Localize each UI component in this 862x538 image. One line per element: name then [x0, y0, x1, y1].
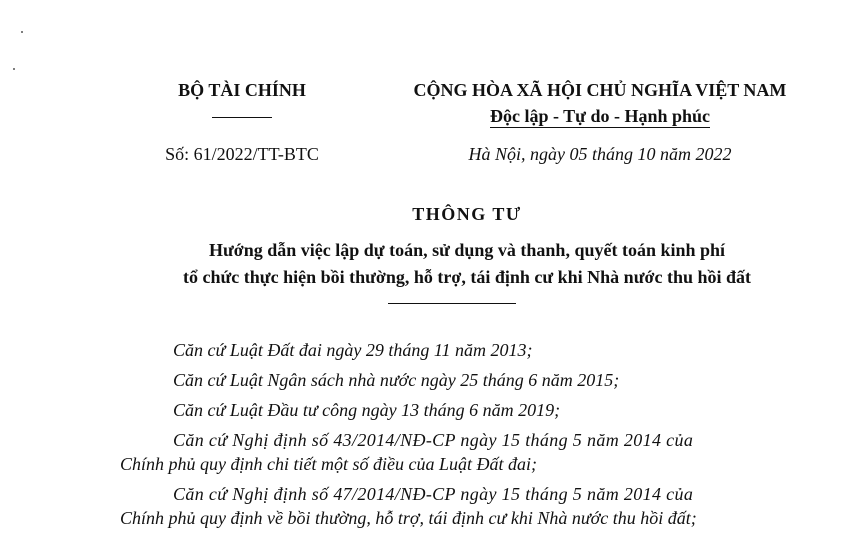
legal-basis-budget-law: Căn cứ Luật Ngân sách nhà nước ngày 25 tháng 6 năm 2015;: [173, 370, 620, 390]
ministry-underline: [212, 117, 272, 118]
legal-basis-investment-law: Căn cứ Luật Đầu tư công ngày 13 tháng 6 năm 2019;: [173, 400, 561, 420]
issuing-ministry: BỘ TÀI CHÍNH: [178, 80, 306, 100]
national-motto: [380, 106, 820, 127]
subject-line-1: Hướng dẫn việc lập dự toán, sử dụng và thanh, quyết toán kinh phí: [208, 240, 726, 260]
legal-basis-decree-47-line-2: Chính phủ quy định về bồi thường, hỗ trợ, tái định cư khi Nhà nước thu hồi đất;: [120, 508, 697, 528]
scan-speck: [21, 31, 23, 33]
legal-basis-decree-43-line-1: Căn cứ Nghị định số 43/2014/NĐ-CP ngày 15 tháng 5 năm 2014 của: [173, 430, 694, 450]
legal-basis-decree-47-line-1: Căn cứ Nghị định số 47/2014/NĐ-CP ngày 15 tháng 5 năm 2014 của: [173, 484, 694, 504]
document-type: THÔNG TƯ: [412, 204, 522, 224]
legal-basis-land-law: Căn cứ Luật Đất đai ngày 29 tháng 11 năm 2013;: [173, 340, 533, 360]
subject-underline: [388, 303, 516, 304]
country-name: CỘNG HÒA XÃ HỘI CHỦ NGHĨA VIỆT NAM: [413, 80, 787, 100]
scan-speck: [13, 68, 15, 70]
subject-line-2: tổ chức thực hiện bồi thường, hỗ trợ, tái định cư khi Nhà nước thu hồi đất: [182, 267, 751, 287]
document-number: Số: 61/2022/TT-BTC: [165, 144, 319, 164]
legal-basis-decree-43-line-2: Chính phủ quy định chi tiết một số điều của Luật Đất đai;: [120, 454, 537, 474]
motto-text: Độc lập - Tự do - Hạnh phúc: [489, 106, 711, 126]
place-and-date: Hà Nội, ngày 05 tháng 10 năm 2022: [468, 144, 732, 164]
